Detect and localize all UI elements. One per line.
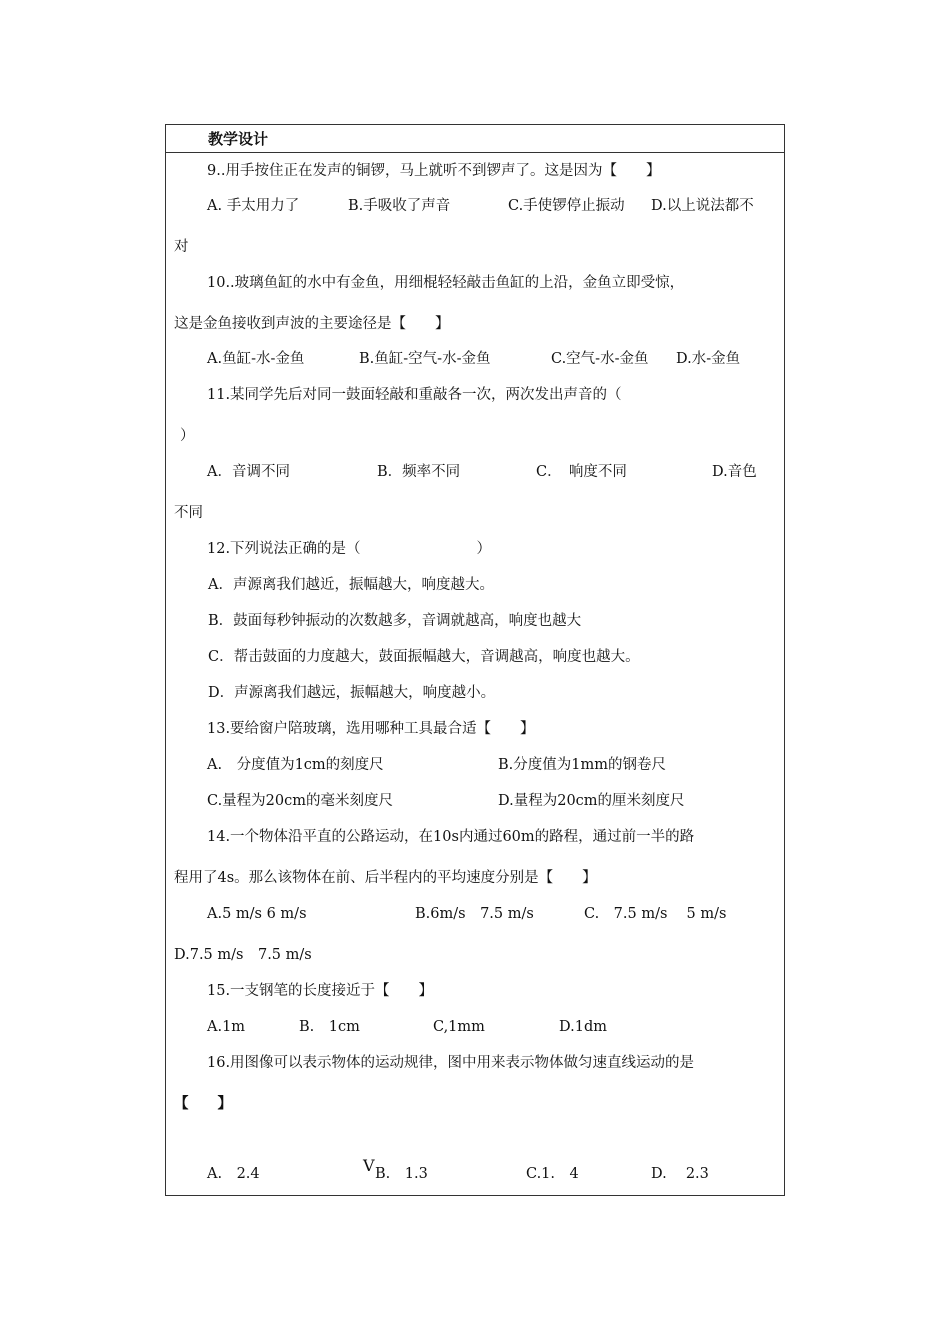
question-12-option-c: C．帮击鼓面的力度越大，鼓面振幅越大，音调越高，响度也越大。	[208, 649, 640, 665]
question-14-option-c: C. 7.5 m/s 5 m/s	[584, 906, 727, 922]
question-16-option-c: C.1. 4	[526, 1166, 579, 1182]
question-11-option-a: A．音调不同	[207, 464, 290, 480]
question-table	[165, 124, 785, 1196]
question-16-stem-line2: 【 】	[174, 1095, 232, 1112]
question-13-option-a: A. 分度值为1cm的刻度尺	[207, 757, 384, 773]
question-12-option-d: D．声源离我们越远，振幅越大，响度越小。	[208, 685, 496, 701]
question-10-option-a: A.鱼缸-水-金鱼	[207, 351, 305, 367]
question-15-option-c: C,1mm	[433, 1019, 485, 1035]
question-10-stem-line1: 10..玻璃鱼缸的水中有金鱼，用细棍轻轻敲击鱼缸的上沿，金鱼立即受惊，	[207, 275, 685, 291]
question-16-stem-line1: 16.用图像可以表示物体的运动规律，图中用来表示物体做匀速直线运动的是	[207, 1055, 695, 1071]
question-9-stem: 9..用手按住正在发声的铜锣，马上就听不到锣声了。这是因为【 】	[207, 163, 661, 179]
question-13-stem: 13.要给窗户陪玻璃，选用哪种工具最合适【 】	[207, 721, 535, 737]
question-11-option-b: B．频率不同	[377, 464, 461, 480]
question-14-stem-line1: 14.一个物体沿平直的公路运动，在10s内通过60m的路程，通过前一半的路	[207, 829, 695, 845]
question-9-option-b: B.手吸收了声音	[348, 198, 451, 214]
question-13-option-c: C.量程为20cm的毫米刻度尺	[207, 793, 394, 809]
question-11-option-c: C． 响度不同	[536, 464, 627, 480]
question-11-option-d: D.音色	[712, 464, 757, 480]
question-14-option-b: B.6m/s 7.5 m/s	[415, 906, 534, 922]
question-15-option-a: A.1m	[207, 1019, 246, 1035]
question-16-option-b: B. 1.3	[375, 1166, 428, 1182]
question-9-option-d: D.以上说法都不	[651, 198, 754, 214]
question-10-option-b: B.鱼缸-空气-水-金鱼	[359, 351, 491, 367]
question-12-option-b: B．鼓面每秒钟振动的次数越多，音调就越高，响度也越大	[208, 613, 582, 629]
question-14-option-d: D.7.5 m/s 7.5 m/s	[174, 947, 312, 963]
question-16-option-d: D. 2.3	[651, 1166, 709, 1182]
graph-axis-v-label: V	[363, 1156, 375, 1175]
question-15-option-d: D.1dm	[559, 1019, 607, 1035]
question-10-stem-line2: 这是金鱼接收到声波的主要途径是【 】	[174, 316, 450, 332]
table-header-row	[166, 125, 784, 153]
question-11-stem-line2: ）	[180, 428, 195, 444]
question-15-option-b: B. 1cm	[299, 1019, 360, 1035]
question-9-option-c: C.手使锣停止振动	[508, 198, 625, 214]
question-10-option-c: C.空气-水-金鱼	[551, 351, 649, 367]
question-16-option-a: A. 2.4	[207, 1166, 260, 1182]
table-header-title: 教学设计	[208, 130, 269, 148]
question-14-option-a: A.5 m/s 6 m/s	[207, 906, 307, 922]
question-9-option-a: A. 手太用力了	[207, 198, 300, 214]
question-13-option-b: B.分度值为1mm的钢卷尺	[498, 757, 666, 773]
question-12-stem: 12.下列说法正确的是（ ）	[207, 541, 492, 557]
question-9-option-d-continued: 对	[174, 239, 189, 255]
question-11-stem-line1: 11.某同学先后对同一鼓面轻敲和重敲各一次，两次发出声音的（	[207, 387, 622, 403]
question-13-option-d: D.量程为20cm的厘米刻度尺	[498, 793, 685, 809]
question-14-stem-line2: 程用了4s。那么该物体在前、后半程内的平均速度分别是【 】	[174, 870, 597, 886]
question-10-option-d: D.水-金鱼	[676, 351, 741, 367]
question-11-option-d-continued: 不同	[174, 505, 203, 521]
question-12-option-a: A．声源离我们越近，振幅越大，响度越大。	[208, 577, 494, 593]
question-15-stem: 15.一支钢笔的长度接近于【 】	[207, 983, 434, 999]
